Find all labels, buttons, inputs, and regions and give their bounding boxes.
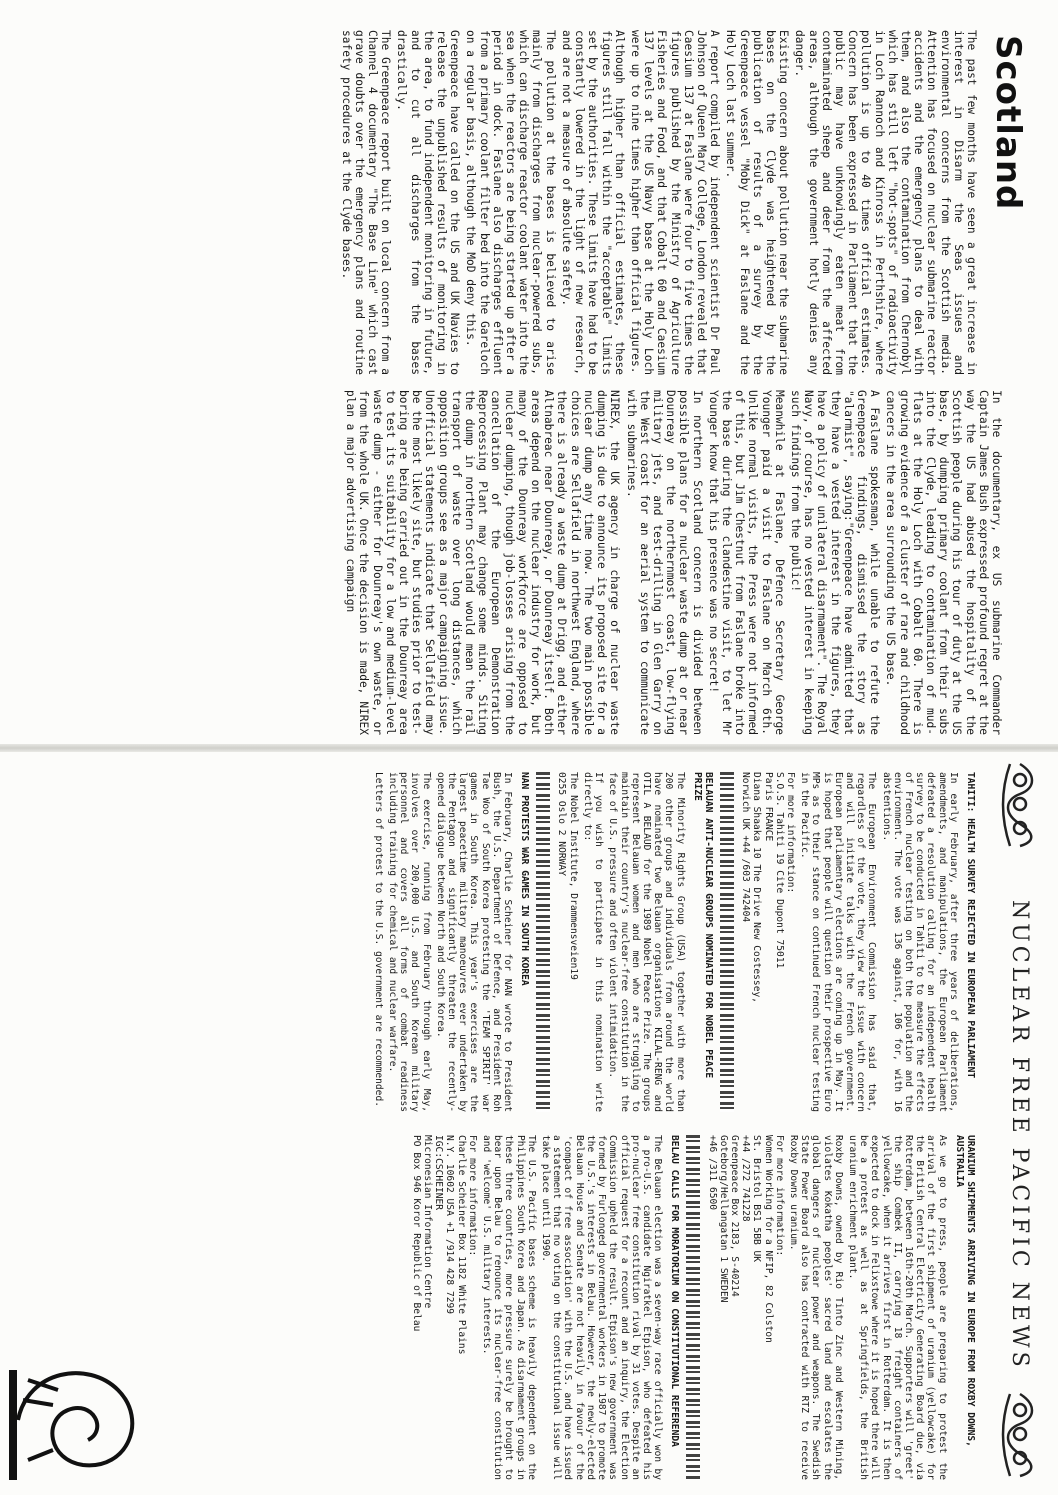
paragraph: In northern Scotland concern is divided between possible plans for a nuclear waste dump at or near Dounreay on the northernmost coast, low-flying military jets, and test-drilling in Glen Garry on the West coast for an aerial system to communicate with submarines. <box>624 390 704 735</box>
scotland-column-2 <box>341 390 1003 735</box>
headline: BELAU CALLS FOR MORATORIUM ON CONSTITUTIONAL REFERENDA <box>669 1135 681 1447</box>
masthead-title: NUCLEAR FREE PACIFIC NEWS <box>1007 900 1032 1371</box>
paragraph: Greenpeace have called on the US and UK Navies to release the unpublished results of monitoring in the area, to fund independent monitoring in future, and to cut all discharges from the bases drastically. <box>395 30 462 375</box>
paragraph: A report compiled by independent scientist Dr Paul Johnson of Queen Mary College, London revealed that Caesium 137 at Faslane were four to five times the figures published by the Ministry of Agriculture Fisheries and Food, and that Cobalt 60 and Caesium 137 levels at the US Navy base at the Holy Loch were up to nine times higher than official figures. <box>628 30 722 375</box>
decorative-band <box>720 772 734 1112</box>
paragraph: Existing concern about pollution near the submarine bases on the Clyde was heightened by the publication of results of a survey by the Greenpeace vessel "Moby Dick" at Faslane and the Holy Loch last summer. <box>724 30 791 375</box>
paragraph: The Minority Rights Group (USA) together with more than 200 other groups and individuals from around the world have nominated two Belauan organisations KILAL-RENG and OTIL A BELAUD for the 1989 Nobel Peace Prize. The groups represent Belauan women and men who are struggling to maintain their country's nuclear-free constitution in the face of U.S. pressure and often violent intimidation. <box>607 772 686 1112</box>
contact-address: For more information: Women Working for a NFIP, 82 Colston St. Bristol BS1 5BB UK +44 /272 741228 Greenpeace Box 2183, S-40214 Goteborg/Hellangatan 1 SWEDEN +46 /311 6500 <box>706 1135 785 1343</box>
decorative-band <box>686 1135 700 1480</box>
contact-address: The Nobel Institute, Drammensveien19 0255 Oslo 2 NORWAY <box>556 772 579 980</box>
paragraph: Although higher than official estimates, these figures still fall within the "acceptable" limits set by the authorities. These limits have had to be constantly lowered in the light of new research, and are not a measure of absolute safety. <box>559 30 626 375</box>
paragraph: Letters of protest to the U.S. government are recommended. <box>372 772 384 1108</box>
scotland-column-1 <box>336 30 978 375</box>
paragraph: Meanwhile at Faslane, Defence Secretary George Younger paid a visit to Faslane on March 6th. Unlike normal visits, the Press were not informed of this, but Jim Chestnut from Faslane broke into the base during the clandestine visit, to let Mr Younger know that his presence was no secret! <box>706 390 786 735</box>
headline: BELAUAN ANTI-NUCLEAR GROUPS NOMINATED FOR NOBEL PEACE PRIZE <box>691 772 714 1079</box>
paragraph: Roxby Downs, owned by Rio Tinto Zinc and Western Mining, violates Kokatha peoples' sacred land and escalates the global dangers of nuclear power and weapons. The Swedish State Power Board also has contracted with RTZ to receive Roxby Downs uranium. <box>787 1135 844 1480</box>
headline: NAN PROTESTS WAR GAMES IN SOUTH KOREA <box>519 772 531 986</box>
scotland-article <box>0 0 1058 745</box>
paragraph: The Greenpeace report built on local concern from a Channel 4 documentary "The Base Line" which cast grave doubts over the emergency plans and routine safety procedures at the Clyde bases. <box>339 30 393 375</box>
article-title: Scotland <box>988 35 1028 211</box>
paragraph: As we go to press, people are preparing to protest the arrival of the first shipment of uranium (yellowcake) for the British Central Electricity Generating Board due, via Rotterdam, between 16th-20th March. Supporters will 'greet' the ship Combek II, carrying 18 freight containers of yellowcake, when it arrives first in Rotterdam. It is then expected to dock in Felixstowe where it is hoped there will be a protest as well as at Springfields, the British uranium enrichment plant. <box>846 1135 948 1480</box>
paragraph: In February, Charlie Scheiner for NAN wrote to President Bush, the U.S. Department of Defence, and President Roh Tae Woo of South Korea protesting the 'TEAM SPIRIT' war games in South Korea. This year's exercises are the largest peacetime military manoeuvres ever undertaken by the Pentagon and significantly threaten the recently-opened dialogue between North and South Korea. <box>434 772 514 1112</box>
paragraph: The exercise, running from February through early May, involves over 200,000 U.S. and South Korean military personnel and covers all forms of combat readiness including training for chemical and nuclear warfare. <box>387 772 432 1112</box>
paragraph: The Belauan election was a seven-way race officially won by a pro-U.S. candidate Ngiratkel Etpison, who defeated his pro-nuclear free constitution rival by 31 votes. Despite an official request for a recount and an inquiry, the Election Commission upheld the result. Etpison's new government was formed by Furlonged governmental workers in 1987 to promote the U.S.'s interests in Belau. However, the newly-elected Belauan House and Senate are not heavily in favour of the 'compact of free association' with the U.S. and have issued a statement that no voting on the constitutional issue will take place until 1990. <box>540 1135 664 1480</box>
pacific-motif-icon <box>1000 760 1040 848</box>
paragraph: A Faslane spokesman, while unable to refute the Greenpeace findings, dismissed the story as "alarmist", saying:"Greenpeace have admitted that they have a vested interest in the figures, they have a policy of unilateral disarmament". The Royal Navy, of course, has no vested interest in keeping such findings from the public! <box>788 390 882 735</box>
paragraph: In the documentary, ex US submarine Commander Captain James Bush expressed profound regret at the way the US had abused the hospitality of the Scottish people during his tour of duty at the US base, by dumping primary coolant from their subs into the Clyde, leading to contamination of mud-flats at the Holy Loch with Cobalt 60. There is growing evidence of a cluster of rare and childhood cancers in the area surrounding the US base. <box>884 390 1003 735</box>
shell-illustration-icon <box>8 1350 178 1490</box>
paragraph: In early February, after three years of deliberations, amendments, and manipulations, the European Parliament defeated a resolution calling for an independent health survey to be conducted in Tahiti to to measure the effects of French nuclear testing on both the population and the environment. The vote was 136 against, 106 for, with 16 abstentions. <box>880 772 959 1112</box>
contact-address: For more information: S.O.S. Tahiti 19 Cite Dupont 75011 Paris FRANCE Diana Shaaka 10 The Drive New Costessey, Norwich UK +44 /603 742404 <box>740 772 796 1004</box>
paragraph: The U.S. Pacific bases scheme is heavily dependent on the Philippines South Korea and Japan. As disarmament groups in these three countries, more pressure surely be brought to bear upon Belau to renounce its nuclear-free constitution and 'welcome' U.S. military interests. <box>481 1135 537 1480</box>
nfp-column-1 <box>370 772 980 1112</box>
paragraph: The past few months have seen a great increase in interest in Disarm the Seas issues and environmental concerns from the Scottish media. Attention has focused on nuclear submarine reactor accidents and the emergency plans to deal with them, and also the contamination from Chernobyl which has still left "hot-spots" of radioactivity in Loch Rannoch and Kinross in Perthshire, where pollution is up to 40 times official estimates. Concern has been expressed in Parliament that the public may have unknowingly eaten meat from contaminated sheep and deer from the affected areas, although the government hotly denies any danger. <box>793 30 978 375</box>
headline: TAHITI: HEALTH SURVEY REJECTED IN EUROPEAN PARLIAMENT <box>965 772 976 1079</box>
decorative-band <box>536 772 550 1112</box>
nfp-column-2 <box>408 1135 980 1480</box>
headline: URANIUM SHIPMENTS ARRIVING IN EUROPE FROM ROXBY DOWNS, AUSTRALIA <box>953 1135 976 1447</box>
paragraph: The European Environment Commission has said that, regardless of the vote, they view the issue with concern and will initiate talks with the French government. European parliamentary elections are coming up in May. It is hoped that people will question their prospective Euro MPs as to their stance on continued French nuclear testing in the Pacific. <box>799 772 878 1112</box>
nfp-news-page <box>0 750 1058 1495</box>
contact-address: For more information: Charlie Scheiner Box 1182 White Plains N.Y. 10602 USA +1 /914 428 7299 IGC:CSCHEINER Micronesian Information Centre PO Box 946 Koror Republic of Belau <box>410 1135 478 1355</box>
paragraph: If you wish to participate in this nomination write directly to: <box>581 772 605 1112</box>
pacific-motif-icon <box>1000 1390 1040 1478</box>
paragraph: NIREX, the UK agency in charge of nuclear waste dumping is due to announce its proposed site for a nuclear dump any time now. The two main possible choices are Sellafield in northwest England, where there is already a waste dump at Drigg, and either Altnabreac near Dounreay, or Dounreay itself. Both areas depend on the nuclear industry for work, but many of the Dounreay workforce are opposed to nuclear dumping, though job-losses arising from the cancellation of the European Demonstration Reprocessing Plant may change some minds. Siting the dump in northern Scotland would mean the rail transport of waste over long distances, which opposition groups see as a major campaigning issue. Unofficial statements indicate that Sellafield may be the most likely site, but studies prior to test-boring are being carried out in the Dounreay area to test its suitability for a low and medium-level waste dump - either for Dounreay's own waste, or from the whole UK. Once the decision is made, NIREX plan a major advertising campaign <box>344 390 622 735</box>
masthead <box>986 750 1046 1495</box>
paragraph: The pollution at the bases is believed to arise mainly from discharges from nuclear-powered subs, which can discharge reactor coolant water into the sea when the reactors are being started up after a period in dock. Faslane also discharges effluent from a primary coolant filter bed into the Gareloch on a regular basis, although the MoD deny this. <box>464 30 557 375</box>
